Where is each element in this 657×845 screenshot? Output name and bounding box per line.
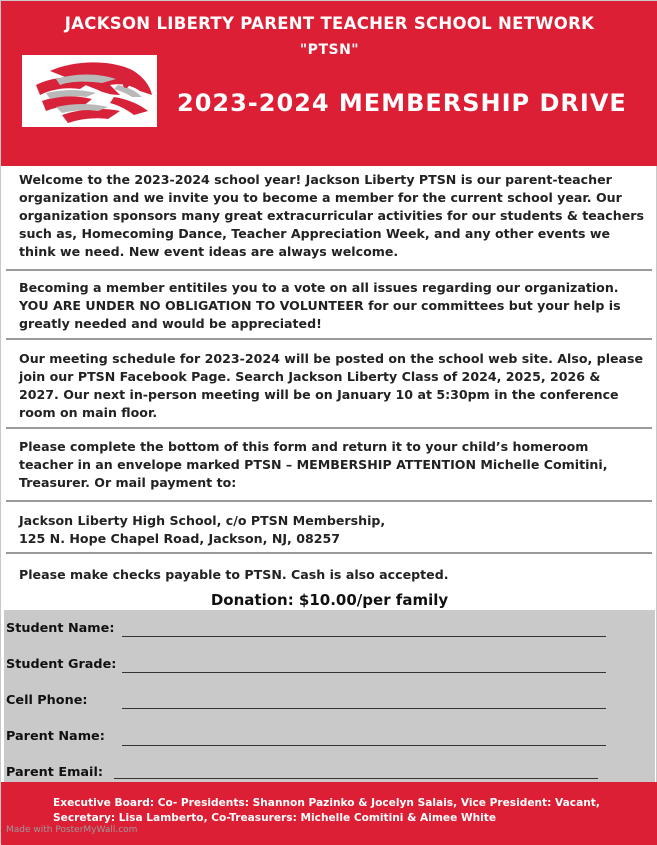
membership-benefits-paragraph: Becoming a member entitiles you to a vote on all issues regarding our organization. YOU ARE UNDER NO OBLIGATION TO VOLUNTEER for our committees but your help is greatly needed and would be appreciated! [19,280,621,331]
mailing-address-line-1: Jackson Liberty High School, c/o PTSN Membership, [19,513,386,528]
student-name-field[interactable] [122,636,606,637]
organization-title: JACKSON LIBERTY PARENT TEACHER SCHOOL NETWORK [64,14,595,33]
postermywall-watermark: Made with PosterMyWall.com [6,825,138,835]
executive-board-line-2: Secretary: Lisa Lamberto, Co-Treasurers: Michelle Comitini & Aimee White [53,812,497,824]
parent-name-field[interactable] [122,745,606,746]
membership-form [4,610,655,782]
divider [6,500,652,502]
divider [6,269,652,271]
executive-board-line-1: Executive Board: Co- Presidents: Shannon Pazinko & Jocelyn Salais, Vice President: Vacant, [53,797,600,809]
divider [6,338,652,340]
organization-acronym: "PTSN" [299,42,360,58]
payment-note: Please make checks payable to PTSN. Cash is also accepted. [19,567,449,582]
student-name-label: Student Name: [6,621,115,636]
divider [6,427,652,429]
return-instructions-paragraph: Please complete the bottom of this form and return it to your child’s homeroom teacher in an envelope marked PTSN – MEMBERSHIP ATTENTION Michelle Comitini, Treasurer. Or mail payment to: [19,439,608,490]
student-grade-field[interactable] [122,672,606,673]
mailing-address-line-2: 125 N. Hope Chapel Road, Jackson, NJ, 08257 [19,531,341,546]
parent-email-label: Parent Email: [6,765,103,780]
welcome-paragraph: Welcome to the 2023-2024 school year! Jackson Liberty PTSN is our parent-teacher organization and we invite you to become a member for the current school year. Our organization sponsors many great extracurricular activities for our students & teachers such as, Homecoming Dance, Teacher Appreciation Week, and any other events we think we need. New event ideas are always welcome. [19,172,644,259]
donation-amount: Donation: $10.00/per family [210,591,449,609]
executive-board-text [53,796,648,826]
membership-drive-heading: 2023-2024 MEMBERSHIP DRIVE [177,89,627,117]
student-grade-label: Student Grade: [6,657,117,672]
executive-board-footer [1,782,657,845]
cell-phone-label: Cell Phone: [6,693,88,708]
parent-email-field[interactable] [114,778,598,779]
header-banner [1,1,657,166]
parent-name-label: Parent Name: [6,729,105,744]
meeting-schedule-paragraph: Our meeting schedule for 2023-2024 will be posted on the school web site. Also, please join our PTSN Facebook Page. Search Jackson Liberty Class of 2024, 2025, 2026 & 2027. Our next in-person meeting will be on January 10 at 5:30pm in the conference room on main floor. [19,351,644,420]
tiger-head-logo-icon [22,55,157,127]
divider [6,552,652,554]
cell-phone-field[interactable] [122,708,606,709]
